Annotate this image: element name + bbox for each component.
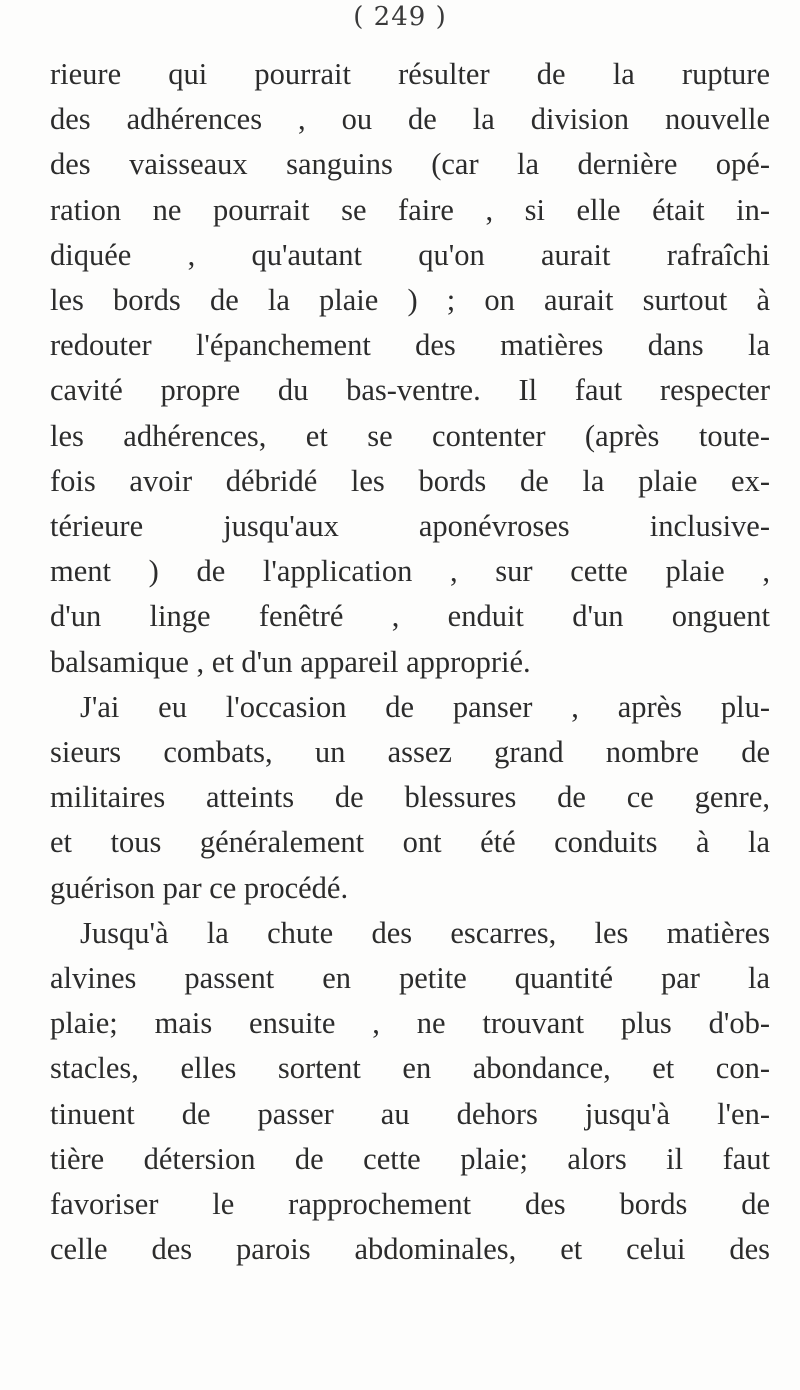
text-line: stacles, elles sortent en abondance, et con- (50, 1051, 770, 1086)
text-line: redouter l'épanchement des matières dans la (50, 328, 770, 363)
text-line: fois avoir débridé les bords de la plaie ex- (50, 463, 770, 498)
text-line: des vaisseaux sanguins (car la dernière opé- (50, 147, 770, 182)
text-line: cavité propre du bas-ventre. Il faut respecter (50, 373, 770, 408)
page-number: ( 249 ) (353, 2, 447, 32)
text-line: tière détersion de cette plaie; alors il faut (50, 1141, 770, 1176)
text-line: guérison par ce procédé. (50, 870, 349, 905)
text-line: celle des parois abdominales, et celui des (50, 1232, 770, 1267)
text-line: militaires atteints de blessures de ce genre, (50, 780, 770, 815)
text-line: alvines passent en petite quantité par la (50, 961, 770, 995)
text-line: tinuent de passer au dehors jusqu'à l'en- (50, 1096, 770, 1131)
text-line: rieure qui pourrait résulter de la rupture (50, 57, 770, 91)
text-line: balsamique , et d'un appareil approprié. (50, 644, 531, 679)
text-line: ment ) de l'application , sur cette plaie , (50, 554, 770, 589)
text-line: sieurs combats, un assez grand nombre de (50, 735, 770, 769)
text-line: ration ne pourrait se faire , si elle était in- (50, 192, 770, 227)
text-line: les bords de la plaie ) ; on aurait surtout à (50, 283, 770, 317)
text-line: plaie; mais ensuite , ne trouvant plus d'ob- (50, 1006, 770, 1041)
text-line: favoriser le rapprochement des bords de (50, 1187, 770, 1221)
text-line: d'un linge fenêtré , enduit d'un onguent (50, 599, 770, 634)
text-line: J'ai eu l'occasion de panser , après plu- (80, 689, 770, 724)
text-line: térieure jusqu'aux aponévroses inclusive- (50, 509, 770, 543)
text-line: et tous généralement ont été conduits à la (50, 825, 770, 860)
text-line: Jusqu'à la chute des escarres, les matières (80, 915, 770, 950)
text-line: des adhérences , ou de la division nouvelle (50, 102, 770, 137)
text-line: diquée , qu'autant qu'on aurait rafraîchi (50, 237, 770, 272)
text-line: les adhérences, et se contenter (après toute- (50, 418, 770, 453)
